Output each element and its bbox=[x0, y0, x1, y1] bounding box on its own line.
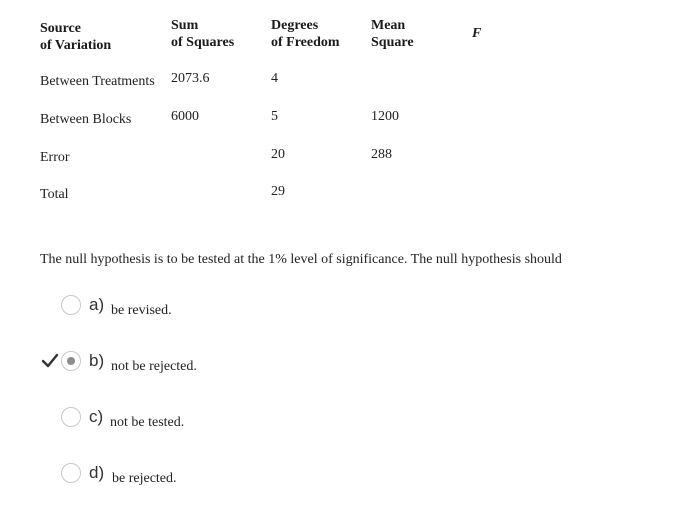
table-row-df: 5 bbox=[271, 109, 278, 124]
header-source-line2: of Variation bbox=[40, 38, 112, 53]
table-row-source: Error bbox=[40, 150, 70, 165]
table-row-df: 29 bbox=[271, 184, 285, 199]
table-row-df: 4 bbox=[271, 71, 278, 86]
question-text: The null hypothesis is to be tested at the 1% level of significance. The null hypothesis should bbox=[40, 252, 562, 267]
header-df-line1: Degrees bbox=[271, 18, 319, 33]
header-source bbox=[40, 20, 111, 54]
radio-option-d[interactable] bbox=[61, 463, 81, 483]
option-label: be revised. bbox=[111, 303, 172, 318]
header-mean-square bbox=[371, 17, 414, 51]
checkmark-icon bbox=[41, 353, 59, 369]
header-ms-line1: Mean bbox=[371, 18, 406, 33]
table-row-ms: 288 bbox=[371, 147, 392, 162]
table-row-ms: 1200 bbox=[371, 109, 399, 124]
option-letter: b) bbox=[89, 351, 105, 370]
header-f: F bbox=[472, 26, 482, 41]
option-letter: d) bbox=[89, 463, 105, 482]
header-sum-of-squares bbox=[171, 17, 234, 51]
option-label: not be tested. bbox=[110, 415, 185, 430]
table-row-ss: 2073.6 bbox=[171, 71, 210, 86]
table-row-ss: 6000 bbox=[171, 109, 199, 124]
header-df-line2: of Freedom bbox=[271, 35, 340, 50]
radio-option-b[interactable] bbox=[61, 351, 81, 371]
radio-option-c[interactable] bbox=[61, 407, 81, 427]
header-source-line1: Source bbox=[40, 21, 81, 36]
header-degrees-of-freedom bbox=[271, 17, 340, 51]
radio-option-a[interactable] bbox=[61, 295, 81, 315]
header-ss-line1: Sum bbox=[171, 18, 199, 33]
header-ss-line2: of Squares bbox=[171, 35, 235, 50]
header-ms-line2: Square bbox=[371, 35, 414, 50]
option-letter: a) bbox=[89, 295, 105, 314]
table-row-df: 20 bbox=[271, 147, 285, 162]
table-row-source: Between Treatments bbox=[40, 74, 155, 89]
table-row-source: Between Blocks bbox=[40, 112, 132, 127]
table-row-source: Total bbox=[40, 187, 69, 202]
option-letter: c) bbox=[89, 407, 104, 426]
option-label: not be rejected. bbox=[111, 359, 197, 374]
option-label: be rejected. bbox=[112, 471, 177, 486]
